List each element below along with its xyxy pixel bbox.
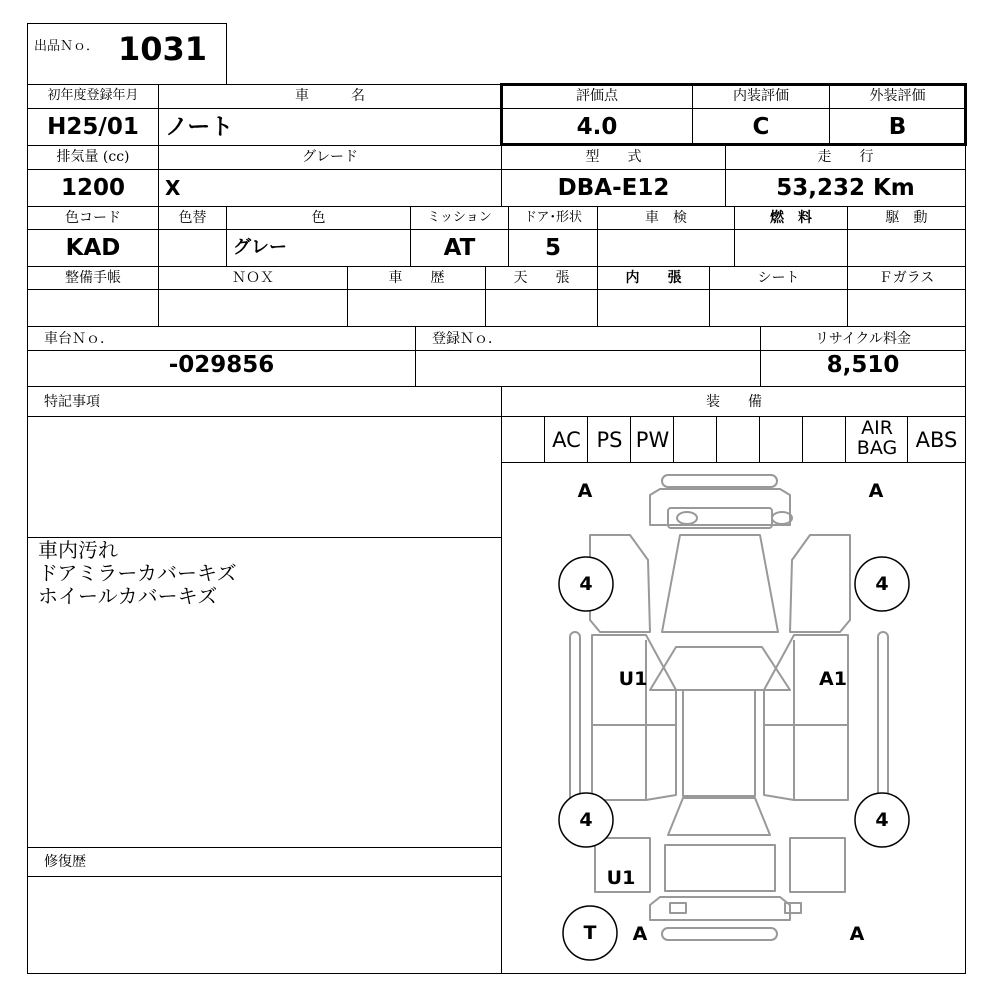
mark-side-left: U1 (618, 668, 648, 690)
mark-front-left: A (577, 480, 593, 502)
model-code-value: DBA-E12 (557, 175, 670, 201)
roof-lining-label: 天 張 (513, 270, 570, 286)
right-doors (764, 635, 848, 800)
right-front-fender (790, 535, 850, 632)
mark-front-right: A (868, 480, 884, 502)
model-code-label: 型 式 (585, 149, 642, 165)
maintenance-book-label: 整備手帳 (65, 270, 121, 286)
color-change-label: 色替 (178, 210, 207, 226)
right-tail-light (785, 903, 801, 913)
displacement-value: 1200 (60, 175, 125, 201)
grade-label: グレード (302, 149, 358, 165)
displacement-label: 排気量 (cc) (56, 149, 130, 165)
windshield (650, 647, 790, 690)
special-notes-label: 特記事項 (44, 394, 100, 410)
rear-bumper-strip (662, 928, 777, 940)
mileage-label: 走 行 (817, 149, 874, 165)
mark-rear-right: A (849, 923, 865, 945)
left-headlamp (677, 512, 697, 524)
mark-spare: T (583, 922, 597, 944)
note-line: ドアミラーカバーキズ (38, 561, 237, 585)
exterior-grade-label: 外装評価 (869, 88, 926, 104)
front-glass-label: Ｆガラス (878, 270, 935, 286)
right-side-step (878, 632, 888, 817)
color-code-value: KAD (65, 235, 121, 261)
drive-label: 駆 動 (885, 210, 928, 226)
mileage-value: 53,232 Km (776, 175, 915, 201)
inspection-label: 車 検 (645, 210, 687, 226)
chassis-number-value: -029856 (168, 352, 275, 378)
recycle-fee-value: 8,510 (826, 352, 900, 378)
transmission-value: AT (443, 235, 476, 261)
chassis-number-label: 車台Ｎｏ． (44, 331, 114, 347)
hood (662, 535, 778, 632)
interior-grade-value: C (752, 114, 770, 140)
roof (683, 690, 755, 796)
note-line: ホイールカバーキズ (38, 584, 218, 608)
car-name-value: ノート (165, 114, 234, 140)
mark-tire-fl: 4 (579, 573, 593, 595)
mark-tire-rl: 4 (579, 809, 593, 831)
tailgate (665, 845, 775, 891)
score-value: 4.0 (576, 114, 618, 140)
registration-number-label: 登録Ｎｏ． (432, 331, 502, 347)
fuel-label: 燃 料 (770, 210, 812, 226)
score-label: 評価点 (576, 88, 618, 104)
reg-date-value: H25/01 (47, 114, 139, 140)
exterior-grade-value: B (888, 114, 907, 140)
car-name-label: 車 名 (295, 88, 365, 104)
equipment-ps: PS (596, 428, 623, 452)
mark-rear-panel: U1 (606, 867, 636, 889)
transmission-label: ミッション (427, 210, 492, 225)
right-rear-fender (790, 838, 845, 892)
color-code-label: 色コード (65, 210, 121, 226)
repair-history-label: 修復歴 (44, 854, 86, 870)
rear-window (668, 798, 770, 835)
left-side-step (570, 632, 580, 817)
color-label: 色 (311, 210, 326, 226)
door-shape-value: 5 (544, 235, 561, 261)
equipment-pw: PW (635, 428, 670, 452)
color-value: グレー (233, 237, 287, 258)
interior-grade-label: 内装評価 (733, 88, 789, 104)
equipment-airbag-line2: BAG (856, 437, 898, 459)
door-shape-label: ドア･形状 (523, 210, 583, 225)
mark-tire-rr: 4 (875, 809, 889, 831)
interior-trim-label: 内 張 (625, 270, 682, 286)
seat-label: シート (757, 270, 800, 286)
lot-number-value: 1031 (118, 30, 208, 68)
recycle-fee-label: リサイクル料金 (814, 331, 912, 347)
mark-tire-fr: 4 (875, 573, 889, 595)
equipment-abs: ABS (915, 428, 958, 452)
equipment-airbag-line1: AIR (861, 417, 893, 439)
grade-value: X (165, 176, 181, 200)
car-history-label: 車 歴 (388, 270, 445, 286)
left-tail-light (670, 903, 686, 913)
left-doors (592, 635, 676, 800)
equipment-label: 装 備 (706, 394, 762, 410)
nox-label: ＮＯＸ (232, 270, 274, 286)
equipment-ac: AC (552, 428, 581, 452)
note-line: 車内汚れ (38, 538, 118, 562)
mark-side-right: A1 (819, 668, 847, 690)
reg-date-label: 初年度登録年月 (47, 88, 139, 103)
front-bumper-strip (662, 475, 777, 487)
lot-number-label: 出品Ｎｏ． (34, 39, 100, 54)
mark-rear-left: A (632, 923, 648, 945)
